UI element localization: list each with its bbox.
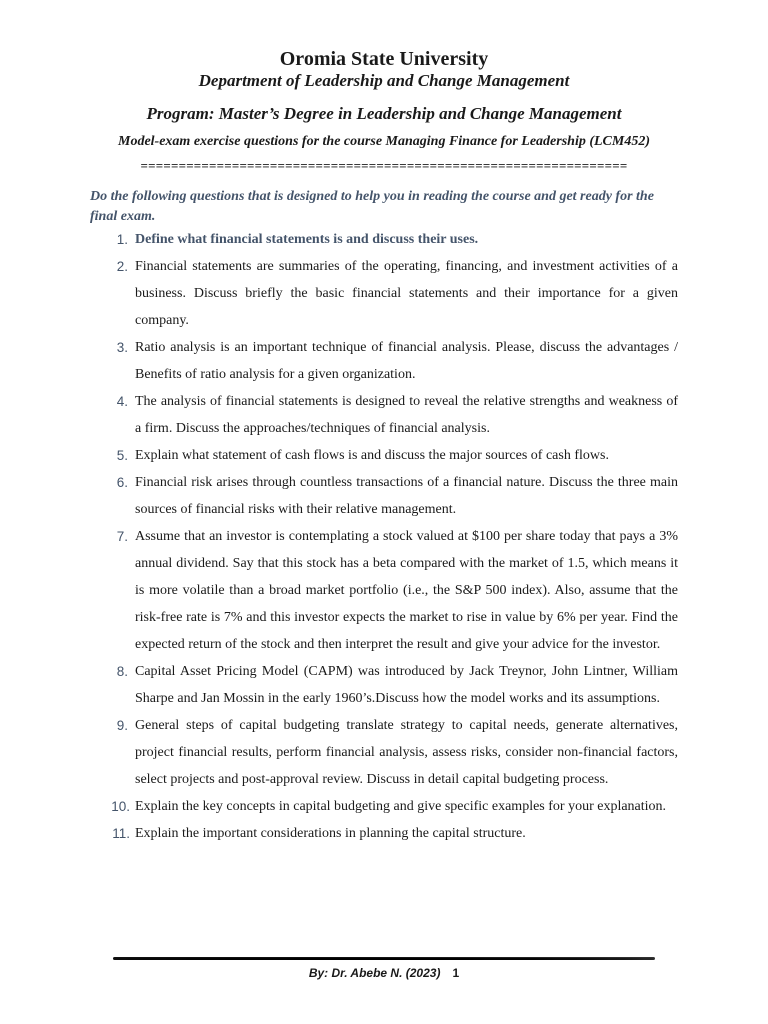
question-item xyxy=(0,712,768,793)
question-text: Financial statements are summaries of the operating, financing, and investment activities of a business. Discuss briefly the basic financial statements and their importance for a given company. xyxy=(135,259,678,328)
question-item xyxy=(0,820,768,847)
question-number: 5. xyxy=(116,448,128,463)
page-number: 1 xyxy=(452,966,460,980)
question-number: 4. xyxy=(116,394,128,409)
question-item xyxy=(0,523,768,658)
question-item xyxy=(0,793,768,820)
question-item xyxy=(0,334,768,388)
question-number: 10. xyxy=(111,799,130,814)
question-text: Explain the key concepts in capital budgeting and give specific examples for your explanation. xyxy=(135,799,667,814)
question-text: Financial risk arises through countless transactions of a financial nature. Discuss the three main sources of financial risks with their relative management. xyxy=(135,475,678,517)
question-text: Ratio analysis is an important technique of financial analysis. Please, discuss the advantages / Benefits of ratio analysis for a given organization. xyxy=(135,340,678,382)
question-item xyxy=(0,253,768,334)
program-heading: Program: Master’s Degree in Leadership and Change Management xyxy=(146,104,622,123)
question-list xyxy=(0,226,768,847)
question-item xyxy=(0,226,768,253)
question-number: 6. xyxy=(116,475,128,490)
question-text: Assume that an investor is contemplating a stock valued at $100 per share today that pays a 3% annual dividend. Say that this stock has a beta compared with the market of 1.5, which means it is more volatile than a broad market portfolio (i.e., the S&P 500 index). Also, assume that the risk-free rate is 7% and this investor expects the market to rise in value by 6% per year. Find the expected return of the stock and then interpret the result and give your advice for the investor. xyxy=(135,529,678,652)
question-text: Explain what statement of cash flows is and discuss the major sources of cash flows. xyxy=(135,448,609,463)
question-number: 9. xyxy=(116,718,128,733)
university-title: Oromia State University xyxy=(279,48,489,70)
question-text: Explain the important considerations in planning the capital structure. xyxy=(135,826,526,841)
footer-divider xyxy=(113,957,655,960)
question-number: 3. xyxy=(116,340,128,355)
separator-line: ================================================================ xyxy=(140,158,628,173)
page-footer xyxy=(0,966,768,980)
question-item xyxy=(0,388,768,442)
question-item xyxy=(0,442,768,469)
question-number: 7. xyxy=(116,529,128,544)
question-number: 11. xyxy=(112,826,130,841)
department-heading: Department of Leadership and Change Management xyxy=(198,71,570,90)
question-item xyxy=(0,658,768,712)
question-text: Define what financial statements is and discuss their uses. xyxy=(135,232,479,247)
question-text: The analysis of financial statements is designed to reveal the relative strengths and weakness of a firm. Discuss the approaches/techniques of financial analysis. xyxy=(135,394,678,436)
question-text: General steps of capital budgeting translate strategy to capital needs, generate alternatives, project financial results, perform financial analysis, assess risks, consider non-financial factors, select projects and post-approval review. Discuss in detail capital budgeting process. xyxy=(135,718,678,787)
question-text: Capital Asset Pricing Model (CAPM) was introduced by Jack Treynor, John Lintner, William Sharpe and Jan Mossin in the early 1960’s.Discuss how the model works and its assumptions. xyxy=(135,664,678,706)
question-number: 2. xyxy=(116,259,128,274)
question-number: 1. xyxy=(116,232,128,247)
model-exam-heading: Model-exam exercise questions for the course Managing Finance for Leadership (LCM452) xyxy=(118,134,650,149)
question-number: 8. xyxy=(116,664,128,679)
footer-author: By: Dr. Abebe N. (2023) xyxy=(308,966,441,980)
instructions: Do the following questions that is designed to help you in reading the course and get ready for the final exam. xyxy=(90,189,654,224)
question-item xyxy=(0,469,768,523)
